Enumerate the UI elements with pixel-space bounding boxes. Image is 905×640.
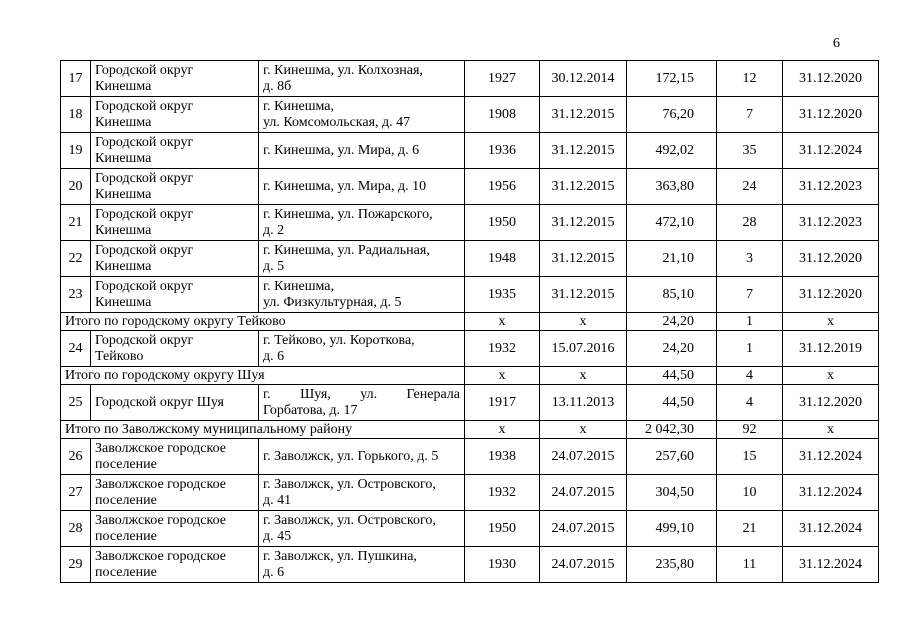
municipality-name [91, 511, 259, 547]
municipality-name-line: Заволжское городское [95, 476, 226, 492]
subtotal-row [61, 367, 879, 385]
row-number: 26 [61, 439, 91, 475]
address [259, 61, 465, 97]
deadline-date: х [783, 421, 879, 439]
area-value: 172,15 [627, 61, 717, 97]
year-built: 1938 [465, 439, 540, 475]
address [259, 439, 465, 475]
address-line: г. Заволжск, ул. Островского, [263, 476, 436, 492]
page-number: 6 [833, 36, 840, 51]
area-value: 24,20 [627, 313, 717, 331]
residents-count: 1 [717, 313, 783, 331]
address-line: г. Тейково, ул. Короткова, [263, 332, 415, 348]
deadline-date: 31.12.2020 [783, 241, 879, 277]
row-number: 25 [61, 385, 91, 421]
municipality-name-line: Кинешма [95, 294, 152, 310]
area-value: 2 042,30 [627, 421, 717, 439]
address-line: д. 41 [263, 492, 292, 508]
table-row [61, 61, 879, 97]
residents-count: 4 [717, 385, 783, 421]
address-line: г. Кинешма, ул. Колхозная, [263, 62, 423, 78]
table-row [61, 547, 879, 583]
row-number: 24 [61, 331, 91, 367]
address [259, 205, 465, 241]
municipality-name-line: Городской округ [95, 98, 194, 114]
table-row [61, 241, 879, 277]
emergency-date: х [540, 367, 627, 385]
municipality-name [91, 205, 259, 241]
area-value: 492,02 [627, 133, 717, 169]
table-row [61, 133, 879, 169]
emergency-date: 31.12.2015 [540, 97, 627, 133]
deadline-date: 31.12.2023 [783, 205, 879, 241]
row-number: 19 [61, 133, 91, 169]
deadline-date: х [783, 313, 879, 331]
address [259, 385, 465, 421]
address-line: ул. Комсомольская, д. 47 [263, 114, 411, 130]
address-line: д. 5 [263, 258, 285, 274]
municipality-name-line: поселение [95, 528, 157, 544]
area-value: 76,20 [627, 97, 717, 133]
year-built: 1908 [465, 97, 540, 133]
address-line: г. Шуя, ул. Генерала [263, 386, 460, 402]
address [259, 547, 465, 583]
residents-count: 21 [717, 511, 783, 547]
table-row [61, 277, 879, 313]
address-line: г. Кинешма, ул. Пожарского, [263, 206, 433, 222]
deadline-date: 31.12.2020 [783, 97, 879, 133]
year-built: х [465, 367, 540, 385]
municipality-name-line: Заволжское городское [95, 548, 226, 564]
address-line: д. 8б [263, 78, 292, 94]
municipality-name-line: Кинешма [95, 150, 152, 166]
deadline-date: 31.12.2020 [783, 61, 879, 97]
residents-count: 28 [717, 205, 783, 241]
emergency-date: 24.07.2015 [540, 439, 627, 475]
emergency-date: 15.07.2016 [540, 331, 627, 367]
area-value: 257,60 [627, 439, 717, 475]
deadline-date: 31.12.2024 [783, 475, 879, 511]
address-line: д. 2 [263, 222, 285, 238]
deadline-date: 31.12.2020 [783, 277, 879, 313]
address [259, 169, 465, 205]
year-built: 1950 [465, 511, 540, 547]
row-number: 20 [61, 169, 91, 205]
table-row [61, 205, 879, 241]
table-row [61, 511, 879, 547]
emergency-date: 31.12.2015 [540, 169, 627, 205]
municipality-name [91, 169, 259, 205]
area-value: 85,10 [627, 277, 717, 313]
emergency-date: 30.12.2014 [540, 61, 627, 97]
address-line: д. 6 [263, 348, 285, 364]
emergency-date: 24.07.2015 [540, 475, 627, 511]
address-line: г. Заволжск, ул. Островского, [263, 512, 436, 528]
address-line: г. Кинешма, ул. Мира, д. 6 [263, 142, 420, 158]
address-line: г. Заволжск, ул. Горького, д. 5 [263, 448, 439, 464]
area-value: 304,50 [627, 475, 717, 511]
address-line: д. 45 [263, 528, 292, 544]
address-line: г. Заволжск, ул. Пушкина, [263, 548, 417, 564]
municipality-name [91, 331, 259, 367]
residents-count: 15 [717, 439, 783, 475]
area-value: 472,10 [627, 205, 717, 241]
area-value: 499,10 [627, 511, 717, 547]
municipality-name [91, 61, 259, 97]
table-row [61, 385, 879, 421]
municipality-name-line: Городской округ [95, 170, 194, 186]
address-line: г. Кинешма, [263, 98, 334, 114]
deadline-date: 31.12.2024 [783, 133, 879, 169]
municipality-name-line: Заволжское городское [95, 440, 226, 456]
row-number: 21 [61, 205, 91, 241]
row-number: 17 [61, 61, 91, 97]
table-body [61, 61, 879, 583]
address [259, 133, 465, 169]
address-line: ул. Физкультурная, д. 5 [263, 294, 402, 310]
deadline-date: 31.12.2019 [783, 331, 879, 367]
emergency-date: 31.12.2015 [540, 241, 627, 277]
subtotal-row [61, 421, 879, 439]
municipality-name-line: Городской округ [95, 206, 194, 222]
year-built: 1956 [465, 169, 540, 205]
housing-table [60, 60, 879, 583]
municipality-name-line: Кинешма [95, 222, 152, 238]
residents-count: 24 [717, 169, 783, 205]
row-number: 22 [61, 241, 91, 277]
area-value: 235,80 [627, 547, 717, 583]
year-built: 1932 [465, 331, 540, 367]
residents-count: 1 [717, 331, 783, 367]
address [259, 511, 465, 547]
subtotal-row [61, 313, 879, 331]
address-line: г. Кинешма, ул. Радиальная, [263, 242, 430, 258]
municipality-name-line: Кинешма [95, 78, 152, 94]
municipality-name [91, 385, 259, 421]
deadline-date: 31.12.2024 [783, 511, 879, 547]
residents-count: 3 [717, 241, 783, 277]
subtotal-label: Итого по Заволжскому муниципальному району [61, 421, 465, 439]
address [259, 475, 465, 511]
municipality-name [91, 241, 259, 277]
row-number: 28 [61, 511, 91, 547]
residents-count: 12 [717, 61, 783, 97]
deadline-date: 31.12.2023 [783, 169, 879, 205]
municipality-name-line: Городской округ Шуя [95, 394, 224, 410]
residents-count: 92 [717, 421, 783, 439]
address [259, 97, 465, 133]
area-value: 363,80 [627, 169, 717, 205]
address-line: д. 6 [263, 564, 285, 580]
year-built: х [465, 313, 540, 331]
residents-count: 10 [717, 475, 783, 511]
area-value: 44,50 [627, 367, 717, 385]
row-number: 18 [61, 97, 91, 133]
emergency-date: 24.07.2015 [540, 511, 627, 547]
table-row [61, 331, 879, 367]
emergency-date: 31.12.2015 [540, 133, 627, 169]
table-row [61, 475, 879, 511]
municipality-name-line: Городской округ [95, 62, 194, 78]
emergency-date: х [540, 421, 627, 439]
municipality-name-line: поселение [95, 492, 157, 508]
row-number: 27 [61, 475, 91, 511]
year-built: 1936 [465, 133, 540, 169]
year-built: 1927 [465, 61, 540, 97]
area-value: 44,50 [627, 385, 717, 421]
municipality-name-line: Городской округ [95, 278, 194, 294]
deadline-date: 31.12.2024 [783, 547, 879, 583]
emergency-date: 31.12.2015 [540, 205, 627, 241]
subtotal-label: Итого по городскому округу Тейково [61, 313, 465, 331]
subtotal-label: Итого по городскому округу Шуя [61, 367, 465, 385]
emergency-date: 24.07.2015 [540, 547, 627, 583]
emergency-date: 13.11.2013 [540, 385, 627, 421]
municipality-name-line: Заволжское городское [95, 512, 226, 528]
year-built: х [465, 421, 540, 439]
municipality-name-line: Городской округ [95, 242, 194, 258]
residents-count: 7 [717, 277, 783, 313]
emergency-date: 31.12.2015 [540, 277, 627, 313]
residents-count: 11 [717, 547, 783, 583]
municipality-name-line: Городской округ [95, 134, 194, 150]
municipality-name [91, 547, 259, 583]
year-built: 1917 [465, 385, 540, 421]
address [259, 277, 465, 313]
residents-count: 7 [717, 97, 783, 133]
address [259, 331, 465, 367]
area-value: 24,20 [627, 331, 717, 367]
row-number: 29 [61, 547, 91, 583]
year-built: 1930 [465, 547, 540, 583]
municipality-name-line: Кинешма [95, 114, 152, 130]
year-built: 1950 [465, 205, 540, 241]
emergency-date: х [540, 313, 627, 331]
row-number: 23 [61, 277, 91, 313]
residents-count: 35 [717, 133, 783, 169]
year-built: 1948 [465, 241, 540, 277]
address-line: г. Кинешма, [263, 278, 334, 294]
municipality-name [91, 475, 259, 511]
address [259, 241, 465, 277]
municipality-name-line: Кинешма [95, 186, 152, 202]
municipality-name-line: Городской округ [95, 332, 194, 348]
municipality-name-line: Кинешма [95, 258, 152, 274]
year-built: 1932 [465, 475, 540, 511]
year-built: 1935 [465, 277, 540, 313]
municipality-name [91, 439, 259, 475]
table-row [61, 169, 879, 205]
table-row [61, 97, 879, 133]
table-row [61, 439, 879, 475]
residents-count: 4 [717, 367, 783, 385]
municipality-name [91, 277, 259, 313]
address-line: Горбатова, д. 17 [263, 402, 358, 418]
municipality-name [91, 133, 259, 169]
municipality-name-line: поселение [95, 564, 157, 580]
municipality-name-line: поселение [95, 456, 157, 472]
address-line: г. Кинешма, ул. Мира, д. 10 [263, 178, 427, 194]
municipality-name-line: Тейково [95, 348, 144, 364]
area-value: 21,10 [627, 241, 717, 277]
deadline-date: 31.12.2020 [783, 385, 879, 421]
deadline-date: 31.12.2024 [783, 439, 879, 475]
municipality-name [91, 97, 259, 133]
deadline-date: х [783, 367, 879, 385]
